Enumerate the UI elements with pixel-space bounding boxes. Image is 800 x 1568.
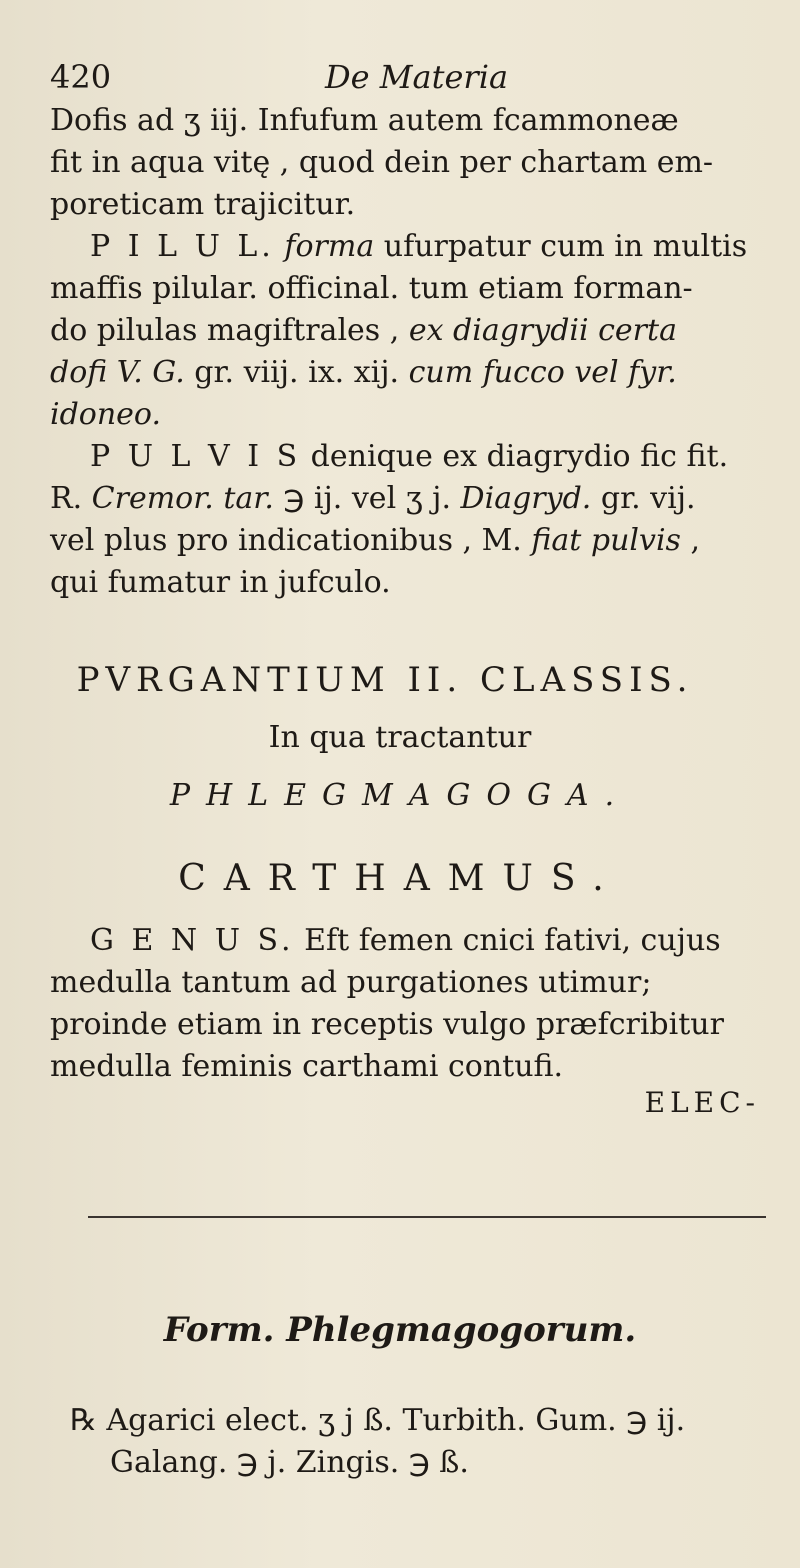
pilul-line-4 xyxy=(50,352,760,394)
text-line: medulla feminis carthami contufi. xyxy=(50,1049,564,1084)
divider-rule xyxy=(88,1216,766,1218)
recipe-line: Galang. ℈ j. Zingis. ℈ ß. xyxy=(110,1445,469,1480)
text-segment: do pilulas magiftrales , xyxy=(50,313,409,348)
text-segment: ufurpatur cum in multis xyxy=(374,229,748,264)
text-line: Eft femen cnici fativi, cujus xyxy=(294,923,721,958)
carthamus-heading: CARTHAMUS. xyxy=(178,858,622,899)
text-segment: denique ex diagrydio fic fit. xyxy=(301,439,729,474)
text-segment: forma xyxy=(284,229,375,264)
text-segment: , xyxy=(680,523,701,558)
text-line: medulla tantum ad purgationes utimur; xyxy=(50,965,652,1000)
page-header xyxy=(50,58,750,98)
formulae-title: Form. Phlegmagogorum. xyxy=(163,1310,637,1350)
pulvis-line-4 xyxy=(50,562,760,604)
recipe-block xyxy=(70,1400,780,1484)
text-segment: ex diagrydii certa xyxy=(408,313,677,348)
text-segment: Diagryd. xyxy=(460,481,592,516)
genus-line-1 xyxy=(50,920,770,962)
pulvis-line-3 xyxy=(50,520,760,562)
pilul-head: P I L U L. xyxy=(90,229,275,264)
section-subheading: In qua tractantur xyxy=(268,720,532,755)
running-head: De Materia xyxy=(325,58,509,96)
pulvis-head: P U L V I S xyxy=(90,439,302,474)
section-heading: PVRGANTIUM II. CLASSIS. xyxy=(76,660,694,700)
pulvis-line-1 xyxy=(50,436,760,478)
text-segment: gr. viij. ix. xij. xyxy=(184,355,409,390)
text-line: poreticam trajicitur. xyxy=(50,187,356,222)
text-segment: dofi V. G. xyxy=(50,355,185,390)
text-line: fit in aqua vitę , quod dein per chartam em- xyxy=(50,145,714,180)
pilul-line-1 xyxy=(50,226,760,268)
text-segment: maffis pilular. officinal. tum etiam forman- xyxy=(50,271,693,306)
pilul-line-3 xyxy=(50,310,760,352)
genus-head: G E N U S. xyxy=(90,923,295,958)
text-line: proinde etiam in receptis vulgo præfcribitur xyxy=(50,1007,724,1042)
pilul-line-2 xyxy=(50,268,760,310)
pulvis-line-2 xyxy=(50,478,760,520)
text-segment: vel plus pro indicationibus , M. xyxy=(50,523,532,558)
catchword: ELEC- xyxy=(644,1086,760,1119)
text-segment: gr. vij. xyxy=(591,481,696,516)
text-line: Dofis ad ʒ iij. Infufum autem fcammoneæ xyxy=(50,103,679,138)
main-text xyxy=(50,100,760,604)
text-segment: R. xyxy=(50,481,92,516)
text-segment: ℈ ij. vel ʒ j. xyxy=(273,481,461,516)
pilul-line-5 xyxy=(50,394,760,436)
text-segment: qui fumatur in jufculo. xyxy=(50,565,391,600)
genus-paragraph xyxy=(50,920,770,1088)
text-segment: Cremor. tar. xyxy=(91,481,274,516)
text-segment: idoneo. xyxy=(50,397,162,432)
text-segment: fiat pulvis xyxy=(531,523,681,558)
page-number: 420 xyxy=(50,58,112,96)
phlegmagoga-heading: PHLEGMAGOGA. xyxy=(169,778,631,813)
text-segment: cum fucco vel fyr. xyxy=(408,355,677,390)
recipe-line: ℞ Agarici elect. ʒ j ß. Turbith. Gum. ℈ ij. xyxy=(70,1403,686,1438)
